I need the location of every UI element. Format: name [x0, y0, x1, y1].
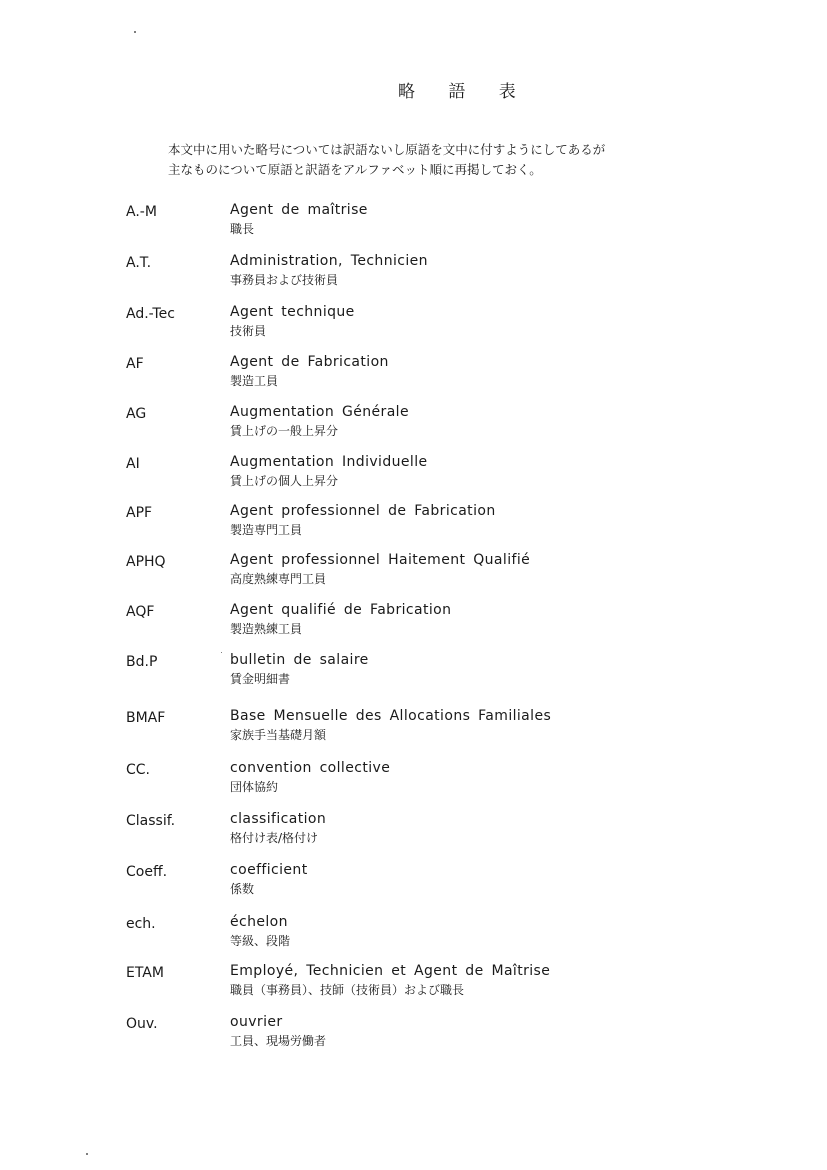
- japanese-translation: 技術員: [230, 324, 267, 338]
- original-term: échelon: [230, 914, 288, 930]
- original-term: Agent de maîtrise: [230, 202, 368, 218]
- japanese-translation: 家族手当基礎月額: [230, 728, 327, 742]
- page-title: 略 語 表: [398, 82, 530, 102]
- original-term: Agent qualifié de Fabrication: [230, 602, 452, 618]
- original-term: Agent de Fabrication: [230, 354, 389, 370]
- original-term: coefficient: [230, 862, 308, 878]
- original-term: Augmentation Générale: [230, 404, 409, 420]
- abbreviation-entry: [0, 355, 827, 397]
- abbreviation-entry: [0, 553, 827, 595]
- abbreviation-entry: [0, 254, 827, 296]
- abbreviation-entry: [0, 455, 827, 497]
- japanese-translation: 職長: [230, 222, 255, 236]
- abbreviation: Ouv.: [126, 1016, 158, 1032]
- japanese-translation: 賃金明細書: [230, 672, 291, 686]
- japanese-translation: 製造工員: [230, 374, 279, 388]
- japanese-translation: 格付け表/格付け: [230, 831, 319, 845]
- original-term: ouvrier: [230, 1014, 283, 1030]
- intro-line: 本文中に用いた略号については訳語ないし原語を文中に付すようにしてあるが: [168, 142, 606, 157]
- original-term: Employé, Technicien et Agent de Maîtrise: [230, 963, 551, 979]
- abbreviation-entry: [0, 1015, 827, 1057]
- abbreviation-entry: [0, 405, 827, 447]
- japanese-translation: 賃上げの一般上昇分: [230, 424, 339, 438]
- original-term: Agent professionnel Haitement Qualifié: [230, 552, 531, 568]
- abbreviation-entry: [0, 653, 827, 695]
- abbreviation: Classif.: [126, 813, 176, 829]
- abbreviation: ETAM: [126, 965, 164, 981]
- abbreviation: Ad.-Tec: [126, 306, 175, 322]
- abbreviation-entry: [0, 203, 827, 245]
- abbreviation-entry: [0, 812, 827, 854]
- abbreviation-entry: [0, 964, 827, 1006]
- abbreviation-entry: [0, 504, 827, 546]
- abbreviation: BMAF: [126, 710, 166, 726]
- abbreviation-entry: [0, 761, 827, 803]
- abbreviation: ech.: [126, 916, 156, 932]
- japanese-translation: 製造専門工員: [230, 523, 303, 537]
- abbreviation-entry: [0, 709, 827, 751]
- intro-line: 主なものについて原語と訳語をアルファベット順に再掲しておく。: [168, 162, 542, 177]
- abbreviation: APF: [126, 505, 153, 521]
- abbreviation-entry: [0, 863, 827, 905]
- japanese-translation: 賃上げの個人上昇分: [230, 474, 339, 488]
- abbreviation: APHQ: [126, 554, 166, 570]
- abbreviation: A.T.: [126, 255, 152, 271]
- original-term: Agent professionnel de Fabrication: [230, 503, 496, 519]
- abbreviation-entry: [0, 603, 827, 645]
- abbreviation: AF: [126, 356, 144, 372]
- abbreviation-entry: [0, 305, 827, 347]
- abbreviation: CC.: [126, 762, 151, 778]
- original-term: bulletin de salaire: [230, 652, 369, 668]
- japanese-translation: 高度熟練専門工員: [230, 572, 327, 586]
- japanese-translation: 係数: [230, 882, 255, 896]
- abbreviation: AG: [126, 406, 147, 422]
- japanese-translation: 団体協約: [230, 780, 279, 794]
- abbreviation-entry: [0, 915, 827, 957]
- original-term: Augmentation Individuelle: [230, 454, 428, 470]
- japanese-translation: 工員、現場労働者: [230, 1034, 327, 1048]
- abbreviation: Coeff.: [126, 864, 168, 880]
- abbreviation: Bd.P: [126, 654, 158, 670]
- japanese-translation: 事務員および技術員: [230, 273, 339, 287]
- abbreviation: A.-M: [126, 204, 157, 220]
- original-term: Agent technique: [230, 304, 355, 320]
- original-term: classification: [230, 811, 327, 827]
- abbreviation: AI: [126, 456, 140, 472]
- japanese-translation: 等級、段階: [230, 934, 291, 948]
- japanese-translation: 職員（事務員）、技師（技術員）および職長: [230, 983, 465, 997]
- abbreviation: AQF: [126, 604, 155, 620]
- japanese-translation: 製造熟練工員: [230, 622, 303, 636]
- original-term: Administration, Technicien: [230, 253, 428, 269]
- original-term: convention collective: [230, 760, 391, 776]
- original-term: Base Mensuelle des Allocations Familiales: [230, 708, 552, 724]
